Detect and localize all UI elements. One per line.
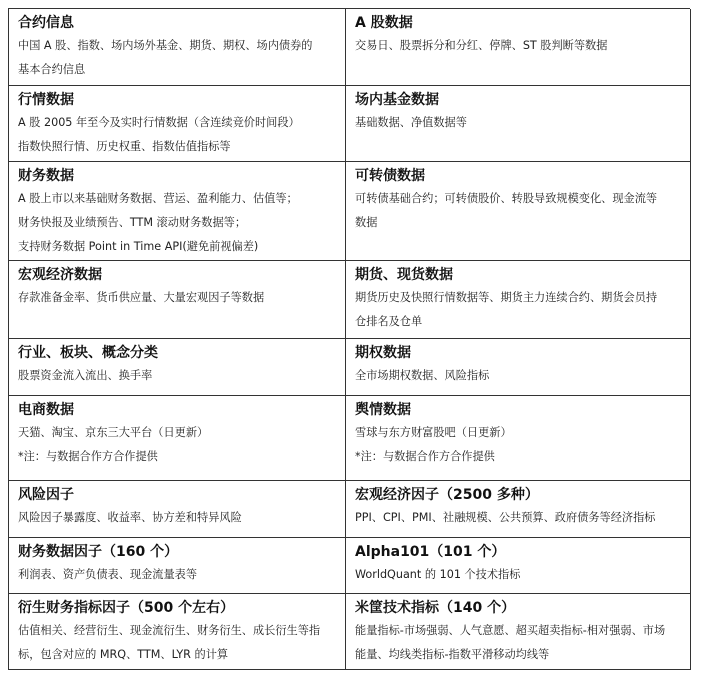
cell-title: 期货、现货数据: [355, 267, 453, 283]
cell-financial-data: [9, 162, 346, 261]
cell-title: 衍生财务指标因子（500 个左右）: [18, 600, 235, 616]
cell-sentiment-data: [346, 396, 691, 481]
cell-line: 数据: [355, 216, 378, 229]
cell-line: *注：与数据合作方合作提供: [18, 450, 158, 463]
cell-market-data: [9, 86, 346, 162]
cell-line: 期货历史及快照行情数据等、期货主力连续合约、期货会员持: [355, 291, 658, 304]
cell-financial-factors: [9, 538, 346, 594]
cell-risk-factors: [9, 481, 346, 538]
cell-line: 利润表、资产负债表、现金流量表等: [18, 568, 198, 581]
cell-line: 基础数据、净值数据等: [355, 116, 467, 129]
cell-line: 股票资金流入流出、换手率: [18, 369, 153, 382]
cell-line: PPI、CPI、PMI、社融规模、公共预算、政府债务等经济指标: [355, 511, 656, 524]
cell-line: 可转债基础合约；可转债股价、转股导致规模变化、现金流等: [355, 192, 658, 205]
cell-line: A 股上市以来基础财务数据、营运、盈利能力、估值等；: [18, 192, 298, 205]
cell-title: 风险因子: [18, 487, 74, 503]
cell-line: 财务快报及业绩预告、TTM 滚动财务数据等；: [18, 216, 247, 229]
cell-line: 存款准备金率、货币供应量、大量宏观因子等数据: [18, 291, 265, 304]
cell-title: 行业、板块、概念分类: [18, 345, 158, 361]
cell-title: 合约信息: [18, 15, 74, 31]
cell-line: 全市场期权数据、风险指标: [355, 369, 490, 382]
cell-a-share-data: [346, 9, 691, 86]
cell-ricequant-technical-indicators: [346, 594, 691, 670]
cell-contract-info: [9, 9, 346, 86]
cell-convertible-bond-data: [346, 162, 691, 261]
cell-line: 支持财务数据 Point in Time API(避免前视偏差): [18, 240, 259, 253]
cell-title: Alpha101（101 个）: [355, 544, 506, 560]
cell-options-data: [346, 339, 691, 396]
cell-macro-factors: [346, 481, 691, 538]
cell-line: A 股 2005 年至今及实时行情数据（含连续竞价时间段）: [18, 116, 300, 129]
cell-line: WorldQuant 的 101 个技术指标: [355, 568, 521, 581]
cell-title: 宏观经济数据: [18, 267, 102, 283]
cell-line: 雪球与东方财富股吧（日更新）: [355, 426, 512, 439]
cell-title: 电商数据: [18, 402, 74, 418]
cell-line: 中国 A 股、指数、场内场外基金、期货、期权、场内债券的: [18, 39, 313, 52]
cell-line: 天猫、淘宝、京东三大平台（日更新）: [18, 426, 209, 439]
cell-line: 标，包含对应的 MRQ、TTM、LYR 的计算: [18, 648, 229, 661]
cell-line: 交易日、股票拆分和分红、停牌、ST 股判断等数据: [355, 39, 608, 52]
cell-title: 财务数据因子（160 个）: [18, 544, 179, 560]
cell-title: 舆情数据: [355, 402, 411, 418]
cell-line: 仓排名及仓单: [355, 315, 423, 328]
cell-line: 能量、均线类指标-指数平滑移动均线等: [355, 648, 550, 661]
cell-macro-data: [9, 261, 346, 339]
data-catalog-table: [8, 8, 690, 670]
cell-exchange-fund-data: [346, 86, 691, 162]
cell-title: 场内基金数据: [355, 92, 439, 108]
cell-title: A 股数据: [355, 15, 413, 31]
cell-line: 风险因子暴露度、收益率、协方差和特异风险: [18, 511, 242, 524]
cell-line: *注：与数据合作方合作提供: [355, 450, 495, 463]
cell-title: 宏观经济因子（2500 多种）: [355, 487, 539, 503]
cell-derived-financial-factors: [9, 594, 346, 670]
cell-title: 米筐技术指标（140 个）: [355, 600, 516, 616]
cell-title: 可转债数据: [355, 168, 425, 184]
cell-title: 行情数据: [18, 92, 74, 108]
cell-alpha101: [346, 538, 691, 594]
cell-line: 能量指标-市场强弱、人气意愿、超买超卖指标-相对强弱、市场: [355, 624, 666, 637]
cell-line: 指数快照行情、历史权重、指数估值指标等: [18, 140, 231, 153]
cell-line: 估值相关、经营衍生、现金流衍生、财务衍生、成长衍生等指: [18, 624, 321, 637]
cell-industry-classification: [9, 339, 346, 396]
cell-futures-spot-data: [346, 261, 691, 339]
cell-line: 基本合约信息: [18, 63, 86, 76]
cell-ecommerce-data: [9, 396, 346, 481]
cell-title: 期权数据: [355, 345, 411, 361]
cell-title: 财务数据: [18, 168, 74, 184]
